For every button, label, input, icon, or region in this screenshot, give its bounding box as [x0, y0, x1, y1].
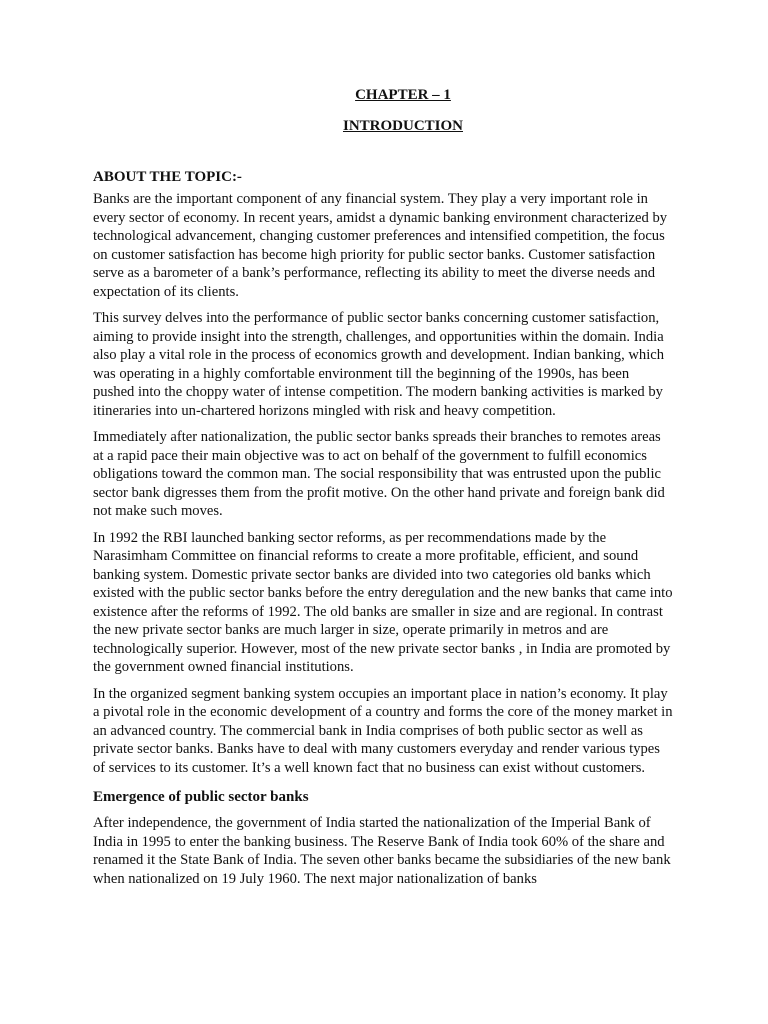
- paragraph-emergence: After independence, the government of India started the nationalization of the Imperial Bank of India in 1995 to enter the banking business. The Reserve Bank of India took 60% of the share and renamed it the State Bank of India. The seven other banks became the subsidiaries of the new bank when nationalized on 19 July 1960. The next major nationalization of banks: [93, 815, 671, 887]
- paragraph-survey: This survey delves into the performance of public sector banks concerning customer satisfaction, aiming to provide insight into the strength, challenges, and opportunities within the domain. India also play a vital role in the process of economics growth and development. Indian banking, which was operating in a highly comfortable environment till the beginning of the 1990s, has been pushed into the choppy water of intense competition. The modern banking activities is marked by itineraries into un-chartered horizons mingled with risk and heavy competition.: [93, 310, 665, 419]
- paragraph-reforms: In 1992 the RBI launched banking sector reforms, as per recommendations made by the Narasimham Committee on financial reforms to create a more profitable, efficient, and sound banking system. Domestic private sector banks are divided into two categories old banks which existed with the public sector banks before the entry deregulation and the new banks that came into existence after the reforms of 1992. The old banks are smaller in size and are regional. In contrast the new private sector banks are much larger in size, operate primarily in metros and are technologically superior. However, most of the new private sector banks , in India are promoted by the government owned financial institutions.: [93, 529, 673, 675]
- paragraph-nationalization: Immediately after nationalization, the public sector banks spreads their branches to remotes areas at a rapid pace their main objective was to act on behalf of the government to fulfill economics obligations toward the common man. The social responsibility that was entrusted upon the public sector bank digresses them from the profit motive. On the other hand private and foreign bank did not make such moves.: [93, 429, 665, 519]
- chapter-number: CHAPTER – 1: [355, 87, 451, 103]
- paragraph-organized-segment: In the organized segment banking system occupies an important place in nation’s economy. It play a pivotal role in the economic development of a country and forms the core of the money market in an advanced country. The commercial bank in India comprises of both public sector as well as private sector banks. Banks have to deal with many customers everyday and render various types of services to its customer. It’s a well known fact that no business can exist without customers.: [93, 685, 673, 776]
- paragraph-intro: Banks are the important component of any financial system. They play a very important role in every sector of economy. In recent years, amidst a dynamic banking environment characterized by technological advancement, changing customer preferences and intensified competition, the focus on customer satisfaction has become high priority for public sector banks. Customer satisfaction serve as a barometer of a bank’s performance, reflecting its ability to meet the diverse needs and expectation of its clients.: [93, 191, 668, 300]
- chapter-title: INTRODUCTION: [342, 118, 463, 134]
- document-page: [93, 86, 673, 896]
- section-heading: ABOUT THE TOPIC:-: [93, 169, 242, 185]
- subsection-heading: Emergence of public sector banks: [93, 789, 309, 805]
